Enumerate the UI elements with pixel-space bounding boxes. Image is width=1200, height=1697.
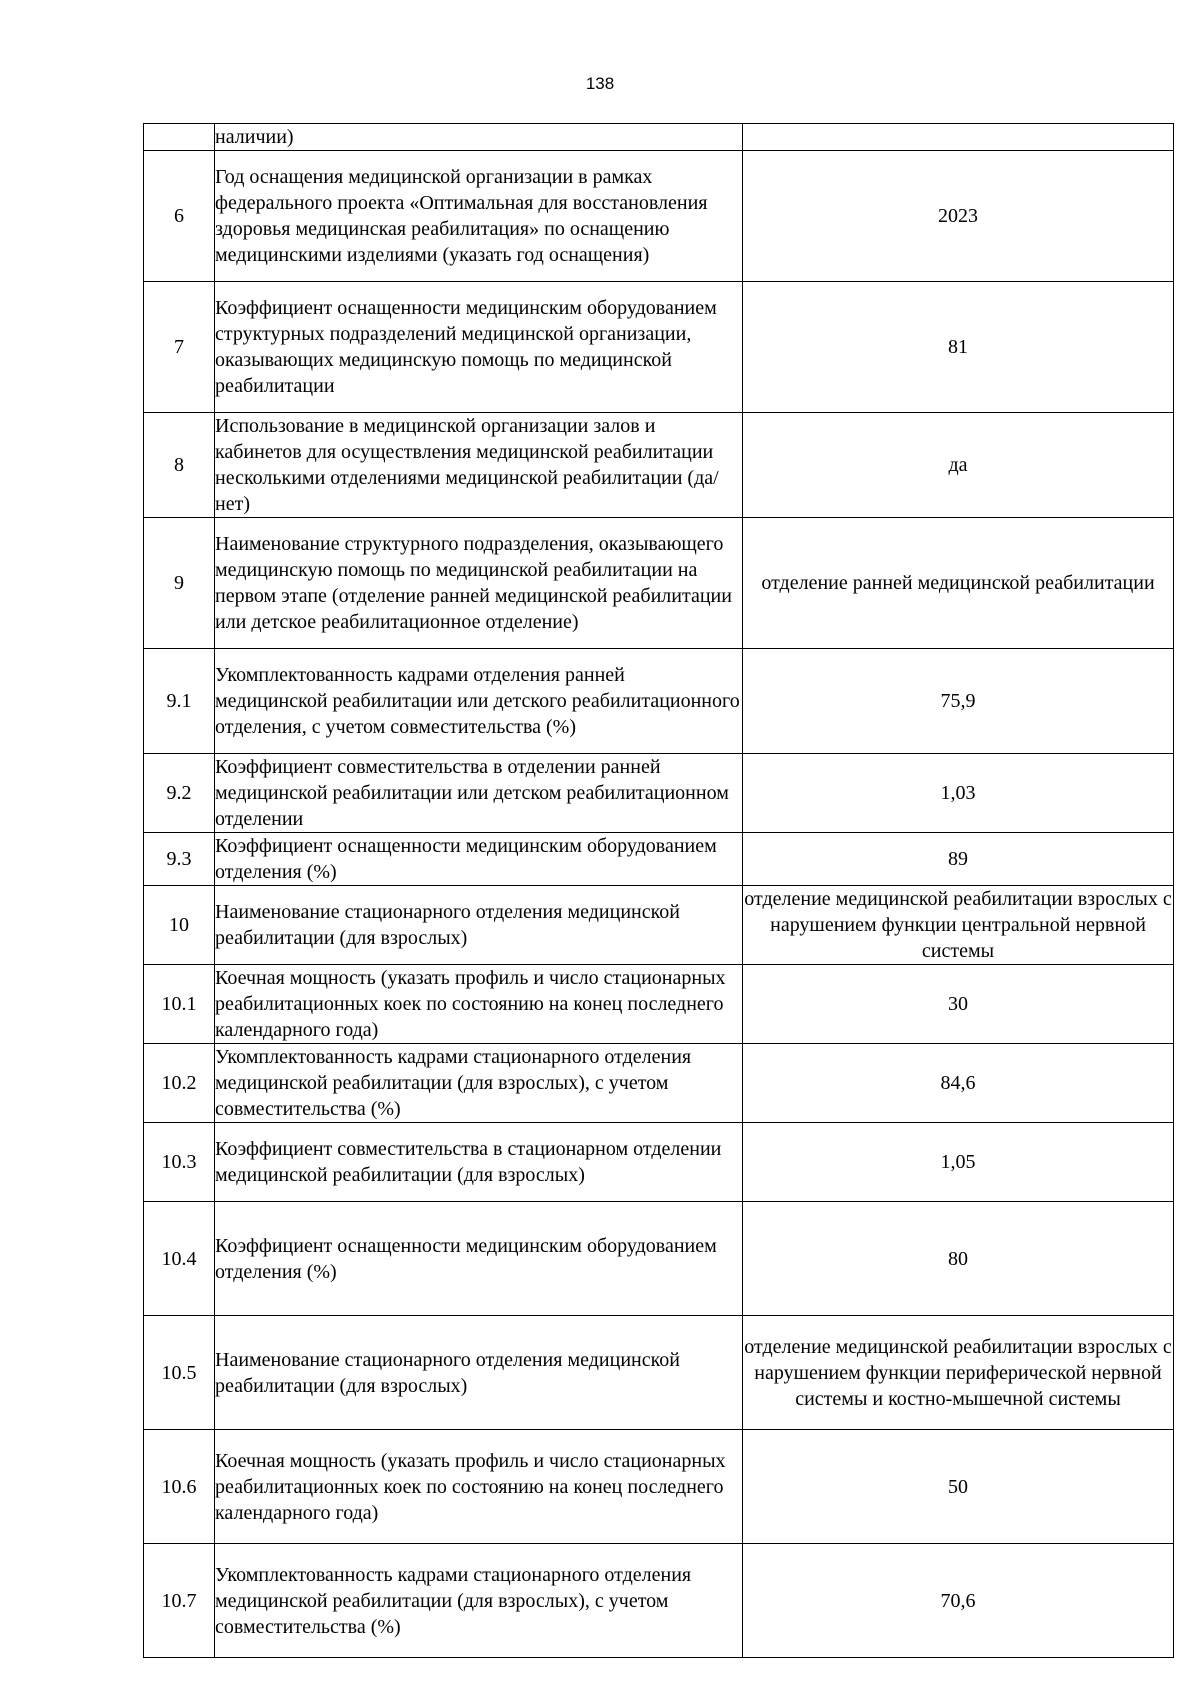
page-number: 138 xyxy=(585,74,615,93)
row-description: Коэффициент оснащенности медицинским оборудованием отделения (%) xyxy=(215,833,743,886)
row-value: 81 xyxy=(743,282,1174,413)
row-description: Коэффициент совместительства в отделении ранней медицинской реабилитации или детском реабилитационном отделении xyxy=(215,754,743,833)
row-number: 6 xyxy=(144,151,215,282)
row-number: 10.2 xyxy=(144,1044,215,1123)
row-value: отделение медицинской реабилитации взрослых с нарушением функции центральной нервной системы xyxy=(743,886,1174,965)
row-value: 75,9 xyxy=(743,649,1174,754)
row-value: да xyxy=(743,413,1174,518)
row-description: Коэффициент оснащенности медицинским оборудованием отделения (%) xyxy=(215,1202,743,1316)
row-value: 80 xyxy=(743,1202,1174,1316)
table-row xyxy=(144,413,1174,518)
data-table xyxy=(143,123,1174,1658)
row-value: 30 xyxy=(743,965,1174,1044)
table-row xyxy=(144,1123,1174,1202)
row-description: Укомплектованность кадрами отделения ранней медицинской реабилитации или детского реабилитационного отделения, с учетом совместительства (%) xyxy=(215,649,743,754)
row-number: 10.5 xyxy=(144,1316,215,1430)
row-number: 10 xyxy=(144,886,215,965)
table-row xyxy=(144,1430,1174,1544)
row-value: 2023 xyxy=(743,151,1174,282)
table-row xyxy=(144,649,1174,754)
row-description: Наименование стационарного отделения медицинской реабилитации (для взрослых) xyxy=(215,886,743,965)
row-description: Наименование стационарного отделения медицинской реабилитации (для взрослых) xyxy=(215,1316,743,1430)
row-number: 7 xyxy=(144,282,215,413)
table-row xyxy=(144,151,1174,282)
row-value: 1,05 xyxy=(743,1123,1174,1202)
row-description: Укомплектованность кадрами стационарного отделения медицинской реабилитации (для взрослых), с учетом совместительства (%) xyxy=(215,1044,743,1123)
table-row xyxy=(144,124,1174,151)
table-row xyxy=(144,886,1174,965)
row-value: 70,6 xyxy=(743,1544,1174,1658)
row-value xyxy=(743,124,1174,151)
row-number: 9 xyxy=(144,518,215,649)
row-description: Год оснащения медицинской организации в рамках федерального проекта «Оптимальная для восстановления здоровья медицинская реабилитация» по оснащению медицинскими изделиями (указать год оснащения) xyxy=(215,151,743,282)
table-row xyxy=(144,1044,1174,1123)
row-description: наличии) xyxy=(215,124,743,151)
row-number: 8 xyxy=(144,413,215,518)
table-row xyxy=(144,518,1174,649)
row-description: Использование в медицинской организации залов и кабинетов для осуществления медицинской реабилитации несколькими отделениями медицинской реабилитации (да/нет) xyxy=(215,413,743,518)
row-number: 10.6 xyxy=(144,1430,215,1544)
table-row xyxy=(144,1544,1174,1658)
row-description: Коечная мощность (указать профиль и число стационарных реабилитационных коек по состоянию на конец последнего календарного года) xyxy=(215,965,743,1044)
table-row xyxy=(144,1202,1174,1316)
table-row xyxy=(144,754,1174,833)
row-number: 9.1 xyxy=(144,649,215,754)
row-number: 9.2 xyxy=(144,754,215,833)
row-number: 10.3 xyxy=(144,1123,215,1202)
table-row xyxy=(144,282,1174,413)
row-description: Коэффициент оснащенности медицинским оборудованием структурных подразделений медицинской организации, оказывающих медицинскую помощь по медицинской реабилитации xyxy=(215,282,743,413)
table-row xyxy=(144,1316,1174,1430)
row-number: 10.4 xyxy=(144,1202,215,1316)
row-number: 10.1 xyxy=(144,965,215,1044)
row-value: 89 xyxy=(743,833,1174,886)
row-value: 50 xyxy=(743,1430,1174,1544)
row-value: 1,03 xyxy=(743,754,1174,833)
row-description: Коечная мощность (указать профиль и число стационарных реабилитационных коек по состоянию на конец последнего календарного года) xyxy=(215,1430,743,1544)
row-description: Наименование структурного подразделения, оказывающего медицинскую помощь по медицинской реабилитации на первом этапе (отделение ранней медицинской реабилитации или детское реабилитационное отделение) xyxy=(215,518,743,649)
table-row xyxy=(144,833,1174,886)
row-number xyxy=(144,124,215,151)
row-value: отделение ранней медицинской реабилитации xyxy=(743,518,1174,649)
row-number: 9.3 xyxy=(144,833,215,886)
row-value: отделение медицинской реабилитации взрослых с нарушением функции периферической нервной системы и костно-мышечной системы xyxy=(743,1316,1174,1430)
table-row xyxy=(144,965,1174,1044)
row-value: 84,6 xyxy=(743,1044,1174,1123)
row-description: Коэффициент совместительства в стационарном отделении медицинской реабилитации (для взрослых) xyxy=(215,1123,743,1202)
row-number: 10.7 xyxy=(144,1544,215,1658)
row-description: Укомплектованность кадрами стационарного отделения медицинской реабилитации (для взрослых), с учетом совместительства (%) xyxy=(215,1544,743,1658)
